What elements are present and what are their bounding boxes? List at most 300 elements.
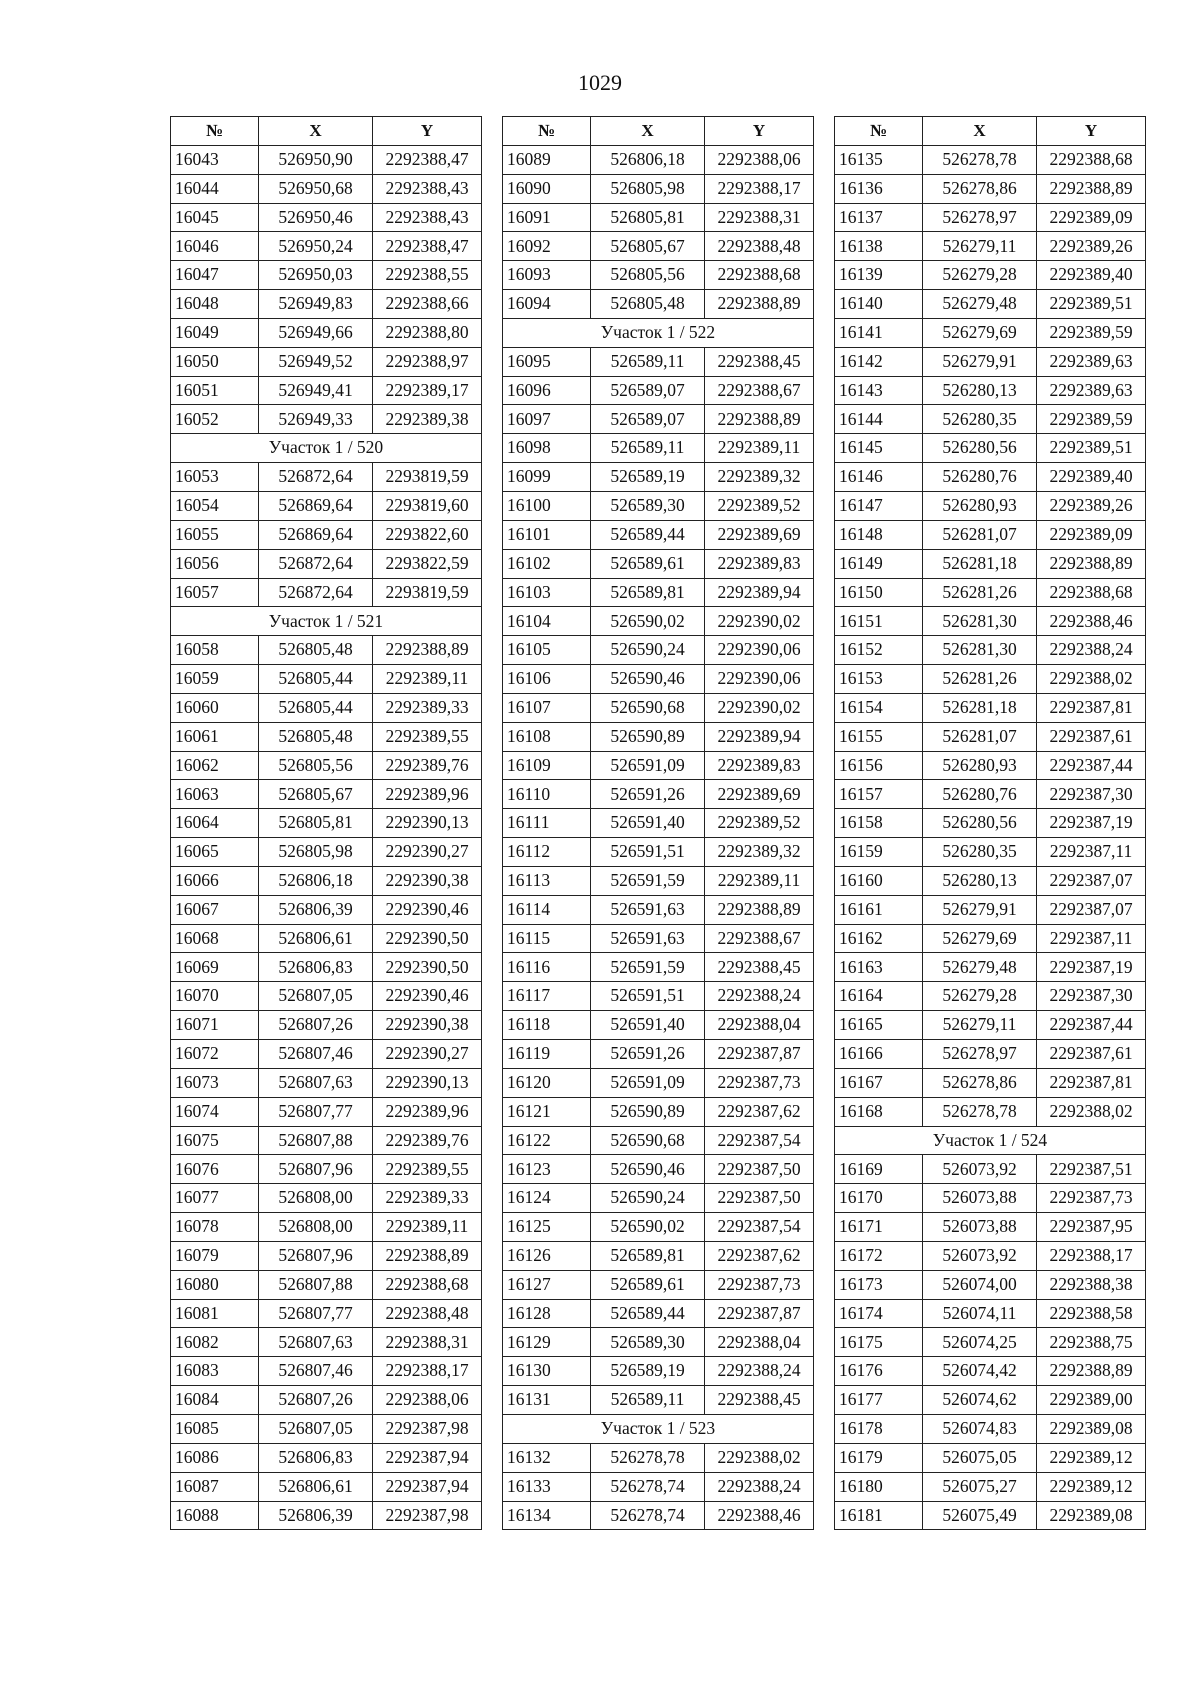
point-number-cell: 16059: [171, 665, 259, 694]
table-row: [503, 1241, 814, 1270]
table-row: [835, 347, 1146, 376]
point-number-cell: 16095: [503, 347, 591, 376]
table-row: [835, 578, 1146, 607]
y-coordinate-cell: 2292390,13: [373, 1068, 482, 1097]
point-number-cell: 16089: [503, 145, 591, 174]
y-coordinate-cell: 2292387,98: [373, 1501, 482, 1530]
point-number-cell: 16066: [171, 866, 259, 895]
y-coordinate-cell: 2292388,17: [373, 1357, 482, 1386]
table-row: [503, 607, 814, 636]
x-coordinate-cell: 526807,96: [259, 1155, 373, 1184]
point-number-cell: 16176: [835, 1357, 923, 1386]
table-row: [503, 290, 814, 319]
x-coordinate-cell: 526807,88: [259, 1270, 373, 1299]
y-coordinate-cell: 2292389,83: [705, 751, 814, 780]
point-number-cell: 16136: [835, 174, 923, 203]
table-row: [835, 953, 1146, 982]
x-coordinate-cell: 526590,02: [591, 607, 705, 636]
table-row: [835, 693, 1146, 722]
x-coordinate-cell: 526589,11: [591, 347, 705, 376]
table-row: [503, 347, 814, 376]
y-coordinate-cell: 2292389,17: [373, 376, 482, 405]
point-number-cell: 16094: [503, 290, 591, 319]
y-coordinate-cell: 2292387,87: [705, 1040, 814, 1069]
table-row: [835, 809, 1146, 838]
y-coordinate-cell: 2292387,30: [1037, 982, 1146, 1011]
x-coordinate-cell: 526807,96: [259, 1241, 373, 1270]
point-number-cell: 16069: [171, 953, 259, 982]
point-number-cell: 16120: [503, 1068, 591, 1097]
table-row: [835, 780, 1146, 809]
x-coordinate-cell: 526074,11: [923, 1299, 1037, 1328]
point-number-cell: 16056: [171, 549, 259, 578]
x-coordinate-cell: 526073,88: [923, 1213, 1037, 1242]
x-coordinate-cell: 526279,28: [923, 261, 1037, 290]
table-row: [171, 1126, 482, 1155]
point-number-cell: 16098: [503, 434, 591, 463]
table-row: [171, 549, 482, 578]
y-coordinate-cell: 2292390,13: [373, 809, 482, 838]
point-number-cell: 16051: [171, 376, 259, 405]
x-coordinate-cell: 526590,89: [591, 1097, 705, 1126]
x-coordinate-cell: 526279,91: [923, 347, 1037, 376]
table-row: [503, 809, 814, 838]
table-row: [835, 1270, 1146, 1299]
y-coordinate-cell: 2292388,17: [1037, 1241, 1146, 1270]
y-coordinate-cell: 2292388,04: [705, 1011, 814, 1040]
y-coordinate-cell: 2292387,54: [705, 1126, 814, 1155]
point-number-cell: 16125: [503, 1213, 591, 1242]
table-row: [503, 463, 814, 492]
point-number-cell: 16049: [171, 318, 259, 347]
y-coordinate-cell: 2292389,51: [1037, 434, 1146, 463]
table-row: [835, 607, 1146, 636]
y-coordinate-cell: 2292388,45: [705, 953, 814, 982]
x-coordinate-cell: 526589,44: [591, 520, 705, 549]
y-coordinate-cell: 2292387,19: [1037, 809, 1146, 838]
point-number-cell: 16105: [503, 636, 591, 665]
point-number-cell: 16062: [171, 751, 259, 780]
x-coordinate-cell: 526278,78: [923, 1097, 1037, 1126]
x-coordinate-cell: 526278,86: [923, 1068, 1037, 1097]
table-row: [835, 1097, 1146, 1126]
x-coordinate-cell: 526805,98: [591, 174, 705, 203]
y-coordinate-cell: 2292389,32: [705, 463, 814, 492]
table-row: [171, 1501, 482, 1530]
y-coordinate-cell: 2292388,31: [705, 203, 814, 232]
y-coordinate-cell: 2292389,40: [1037, 261, 1146, 290]
x-coordinate-cell: 526808,00: [259, 1213, 373, 1242]
x-coordinate-cell: 526279,69: [923, 318, 1037, 347]
point-number-cell: 16090: [503, 174, 591, 203]
table-row: [503, 145, 814, 174]
point-number-cell: 16132: [503, 1443, 591, 1472]
table-row: [171, 1443, 482, 1472]
x-coordinate-cell: 526590,46: [591, 665, 705, 694]
point-number-cell: 16144: [835, 405, 923, 434]
y-coordinate-cell: 2292389,09: [1037, 203, 1146, 232]
x-coordinate-cell: 526806,61: [259, 1472, 373, 1501]
coordinates-table-1: [170, 116, 482, 1530]
x-coordinate-cell: 526278,74: [591, 1472, 705, 1501]
point-number-cell: 16055: [171, 520, 259, 549]
x-coordinate-cell: 526590,68: [591, 693, 705, 722]
point-number-cell: 16122: [503, 1126, 591, 1155]
column-header-x: X: [923, 117, 1037, 146]
y-coordinate-cell: 2292387,54: [705, 1213, 814, 1242]
point-number-cell: 16053: [171, 463, 259, 492]
table-row: [835, 636, 1146, 665]
column-header-y: Y: [1037, 117, 1146, 146]
y-coordinate-cell: 2292389,96: [373, 1097, 482, 1126]
table-row: [503, 1040, 814, 1069]
point-number-cell: 16158: [835, 809, 923, 838]
x-coordinate-cell: 526949,52: [259, 347, 373, 376]
y-coordinate-cell: 2292390,46: [373, 895, 482, 924]
y-coordinate-cell: 2292388,67: [705, 924, 814, 953]
table-row: [171, 953, 482, 982]
table-row: [503, 895, 814, 924]
x-coordinate-cell: 526591,09: [591, 1068, 705, 1097]
point-number-cell: 16173: [835, 1270, 923, 1299]
x-coordinate-cell: 526805,48: [591, 290, 705, 319]
x-coordinate-cell: 526805,81: [259, 809, 373, 838]
x-coordinate-cell: 526949,41: [259, 376, 373, 405]
table-row: [503, 1126, 814, 1155]
x-coordinate-cell: 526949,83: [259, 290, 373, 319]
y-coordinate-cell: 2292390,27: [373, 1040, 482, 1069]
x-coordinate-cell: 526281,18: [923, 549, 1037, 578]
x-coordinate-cell: 526280,13: [923, 376, 1037, 405]
section-row: [171, 607, 482, 636]
point-number-cell: 16071: [171, 1011, 259, 1040]
table-row: [835, 1501, 1146, 1530]
point-number-cell: 16102: [503, 549, 591, 578]
point-number-cell: 16137: [835, 203, 923, 232]
table-row: [503, 549, 814, 578]
x-coordinate-cell: 526806,18: [259, 866, 373, 895]
x-coordinate-cell: 526591,26: [591, 780, 705, 809]
x-coordinate-cell: 526278,97: [923, 1040, 1037, 1069]
y-coordinate-cell: 2292390,06: [705, 636, 814, 665]
y-coordinate-cell: 2292388,97: [373, 347, 482, 376]
y-coordinate-cell: 2292388,24: [705, 1472, 814, 1501]
table-row: [835, 1328, 1146, 1357]
table-row: [171, 520, 482, 549]
table-row: [835, 376, 1146, 405]
x-coordinate-cell: 526806,61: [259, 924, 373, 953]
y-coordinate-cell: 2292389,33: [373, 693, 482, 722]
y-coordinate-cell: 2292388,38: [1037, 1270, 1146, 1299]
y-coordinate-cell: 2292387,62: [705, 1241, 814, 1270]
point-number-cell: 16146: [835, 463, 923, 492]
y-coordinate-cell: 2292387,73: [705, 1068, 814, 1097]
point-number-cell: 16143: [835, 376, 923, 405]
y-coordinate-cell: 2292387,44: [1037, 1011, 1146, 1040]
x-coordinate-cell: 526872,64: [259, 549, 373, 578]
x-coordinate-cell: 526278,78: [591, 1443, 705, 1472]
x-coordinate-cell: 526281,18: [923, 693, 1037, 722]
x-coordinate-cell: 526591,40: [591, 809, 705, 838]
table-row: [503, 636, 814, 665]
table-row: [835, 838, 1146, 867]
table-row: [835, 895, 1146, 924]
x-coordinate-cell: 526591,59: [591, 953, 705, 982]
point-number-cell: 16161: [835, 895, 923, 924]
y-coordinate-cell: 2292390,50: [373, 924, 482, 953]
y-coordinate-cell: 2292389,55: [373, 722, 482, 751]
y-coordinate-cell: 2292388,89: [1037, 174, 1146, 203]
point-number-cell: 16067: [171, 895, 259, 924]
point-number-cell: 16177: [835, 1386, 923, 1415]
x-coordinate-cell: 526280,76: [923, 780, 1037, 809]
y-coordinate-cell: 2292387,81: [1037, 693, 1146, 722]
x-coordinate-cell: 526806,83: [259, 953, 373, 982]
x-coordinate-cell: 526279,69: [923, 924, 1037, 953]
point-number-cell: 16093: [503, 261, 591, 290]
section-label: Участок 1 / 524: [835, 1126, 1146, 1155]
x-coordinate-cell: 526807,26: [259, 1386, 373, 1415]
x-coordinate-cell: 526590,02: [591, 1213, 705, 1242]
y-coordinate-cell: 2292387,11: [1037, 838, 1146, 867]
y-coordinate-cell: 2292388,55: [373, 261, 482, 290]
table-row: [835, 491, 1146, 520]
x-coordinate-cell: 526591,59: [591, 866, 705, 895]
page-number: 1029: [578, 70, 622, 95]
y-coordinate-cell: 2292387,30: [1037, 780, 1146, 809]
table-row: [171, 722, 482, 751]
y-coordinate-cell: 2292388,24: [1037, 636, 1146, 665]
x-coordinate-cell: 526807,05: [259, 982, 373, 1011]
y-coordinate-cell: 2292389,26: [1037, 232, 1146, 261]
point-number-cell: 16092: [503, 232, 591, 261]
point-number-cell: 16063: [171, 780, 259, 809]
x-coordinate-cell: 526281,07: [923, 520, 1037, 549]
table-row: [171, 1241, 482, 1270]
point-number-cell: 16124: [503, 1184, 591, 1213]
point-number-cell: 16164: [835, 982, 923, 1011]
y-coordinate-cell: 2292388,24: [705, 1357, 814, 1386]
x-coordinate-cell: 526075,27: [923, 1472, 1037, 1501]
y-coordinate-cell: 2292388,89: [373, 636, 482, 665]
x-coordinate-cell: 526950,24: [259, 232, 373, 261]
x-coordinate-cell: 526280,56: [923, 434, 1037, 463]
y-coordinate-cell: 2292389,69: [705, 780, 814, 809]
x-coordinate-cell: 526278,74: [591, 1501, 705, 1530]
x-coordinate-cell: 526806,18: [591, 145, 705, 174]
x-coordinate-cell: 526589,19: [591, 463, 705, 492]
y-coordinate-cell: 2292388,31: [373, 1328, 482, 1357]
y-coordinate-cell: 2292390,02: [705, 607, 814, 636]
y-coordinate-cell: 2292389,69: [705, 520, 814, 549]
x-coordinate-cell: 526279,11: [923, 232, 1037, 261]
x-coordinate-cell: 526280,93: [923, 751, 1037, 780]
section-row: [503, 1414, 814, 1443]
x-coordinate-cell: 526806,83: [259, 1443, 373, 1472]
point-number-cell: 16091: [503, 203, 591, 232]
section-row: [503, 318, 814, 347]
point-number-cell: 16174: [835, 1299, 923, 1328]
x-coordinate-cell: 526805,98: [259, 838, 373, 867]
table-row: [503, 693, 814, 722]
point-number-cell: 16111: [503, 809, 591, 838]
point-number-cell: 16117: [503, 982, 591, 1011]
x-coordinate-cell: 526073,92: [923, 1241, 1037, 1270]
y-coordinate-cell: 2292389,08: [1037, 1414, 1146, 1443]
y-coordinate-cell: 2293819,59: [373, 463, 482, 492]
point-number-cell: 16050: [171, 347, 259, 376]
y-coordinate-cell: 2292387,98: [373, 1414, 482, 1443]
point-number-cell: 16104: [503, 607, 591, 636]
y-coordinate-cell: 2292387,50: [705, 1155, 814, 1184]
table-row: [171, 636, 482, 665]
point-number-cell: 16134: [503, 1501, 591, 1530]
y-coordinate-cell: 2292388,43: [373, 203, 482, 232]
y-coordinate-cell: 2292390,38: [373, 1011, 482, 1040]
table-row: [171, 405, 482, 434]
point-number-cell: 16081: [171, 1299, 259, 1328]
point-number-cell: 16076: [171, 1155, 259, 1184]
point-number-cell: 16074: [171, 1097, 259, 1126]
y-coordinate-cell: 2292389,59: [1037, 318, 1146, 347]
x-coordinate-cell: 526279,28: [923, 982, 1037, 1011]
table-row: [171, 491, 482, 520]
table-row: [835, 1155, 1146, 1184]
table-header-row: [503, 117, 814, 146]
y-coordinate-cell: 2292389,11: [705, 434, 814, 463]
x-coordinate-cell: 526806,39: [259, 895, 373, 924]
y-coordinate-cell: 2292390,50: [373, 953, 482, 982]
y-coordinate-cell: 2292389,26: [1037, 491, 1146, 520]
x-coordinate-cell: 526074,83: [923, 1414, 1037, 1443]
y-coordinate-cell: 2292390,27: [373, 838, 482, 867]
point-number-cell: 16131: [503, 1386, 591, 1415]
table-row: [171, 1299, 482, 1328]
table-row: [503, 1011, 814, 1040]
x-coordinate-cell: 526280,93: [923, 491, 1037, 520]
point-number-cell: 16043: [171, 145, 259, 174]
y-coordinate-cell: 2293819,60: [373, 491, 482, 520]
table-row: [171, 1155, 482, 1184]
table-row: [503, 780, 814, 809]
y-coordinate-cell: 2292388,47: [373, 232, 482, 261]
table-row: [171, 866, 482, 895]
point-number-cell: 16068: [171, 924, 259, 953]
point-number-cell: 16168: [835, 1097, 923, 1126]
table-row: [835, 145, 1146, 174]
table-row: [171, 924, 482, 953]
point-number-cell: 16139: [835, 261, 923, 290]
x-coordinate-cell: 526807,05: [259, 1414, 373, 1443]
y-coordinate-cell: 2292388,24: [705, 982, 814, 1011]
x-coordinate-cell: 526807,77: [259, 1299, 373, 1328]
table-row: [503, 1386, 814, 1415]
column-header-number: №: [171, 117, 259, 146]
table-row: [503, 1501, 814, 1530]
point-number-cell: 16170: [835, 1184, 923, 1213]
table-row: [503, 578, 814, 607]
table-row: [503, 174, 814, 203]
table-row: [503, 722, 814, 751]
point-number-cell: 16061: [171, 722, 259, 751]
y-coordinate-cell: 2293819,59: [373, 578, 482, 607]
table-row: [503, 1328, 814, 1357]
y-coordinate-cell: 2292388,89: [705, 405, 814, 434]
section-row: [171, 434, 482, 463]
x-coordinate-cell: 526280,35: [923, 405, 1037, 434]
point-number-cell: 16080: [171, 1270, 259, 1299]
x-coordinate-cell: 526590,89: [591, 722, 705, 751]
x-coordinate-cell: 526807,88: [259, 1126, 373, 1155]
y-coordinate-cell: 2292388,68: [1037, 145, 1146, 174]
table-row: [171, 232, 482, 261]
point-number-cell: 16178: [835, 1414, 923, 1443]
point-number-cell: 16180: [835, 1472, 923, 1501]
x-coordinate-cell: 526280,56: [923, 809, 1037, 838]
point-number-cell: 16099: [503, 463, 591, 492]
point-number-cell: 16096: [503, 376, 591, 405]
y-coordinate-cell: 2292387,94: [373, 1443, 482, 1472]
x-coordinate-cell: 526589,61: [591, 549, 705, 578]
y-coordinate-cell: 2292388,17: [705, 174, 814, 203]
x-coordinate-cell: 526589,19: [591, 1357, 705, 1386]
point-number-cell: 16138: [835, 232, 923, 261]
point-number-cell: 16151: [835, 607, 923, 636]
table-row: [171, 203, 482, 232]
x-coordinate-cell: 526591,63: [591, 895, 705, 924]
table-row: [171, 463, 482, 492]
point-number-cell: 16172: [835, 1241, 923, 1270]
point-number-cell: 16052: [171, 405, 259, 434]
x-coordinate-cell: 526872,64: [259, 578, 373, 607]
table-row: [503, 376, 814, 405]
x-coordinate-cell: 526591,26: [591, 1040, 705, 1069]
x-coordinate-cell: 526589,30: [591, 491, 705, 520]
table-row: [503, 1213, 814, 1242]
table-row: [503, 405, 814, 434]
table-row: [171, 1040, 482, 1069]
table-row: [503, 982, 814, 1011]
point-number-cell: 16167: [835, 1068, 923, 1097]
x-coordinate-cell: 526280,13: [923, 866, 1037, 895]
x-coordinate-cell: 526807,46: [259, 1357, 373, 1386]
x-coordinate-cell: 526074,25: [923, 1328, 1037, 1357]
y-coordinate-cell: 2292387,61: [1037, 722, 1146, 751]
section-label: Участок 1 / 521: [171, 607, 482, 636]
table-row: [835, 434, 1146, 463]
x-coordinate-cell: 526591,51: [591, 982, 705, 1011]
table-row: [835, 261, 1146, 290]
y-coordinate-cell: 2292387,07: [1037, 866, 1146, 895]
x-coordinate-cell: 526075,05: [923, 1443, 1037, 1472]
table-row: [171, 895, 482, 924]
point-number-cell: 16064: [171, 809, 259, 838]
y-coordinate-cell: 2292388,58: [1037, 1299, 1146, 1328]
y-coordinate-cell: 2292389,51: [1037, 290, 1146, 319]
y-coordinate-cell: 2292387,51: [1037, 1155, 1146, 1184]
point-number-cell: 16156: [835, 751, 923, 780]
x-coordinate-cell: 526805,56: [259, 751, 373, 780]
y-coordinate-cell: 2292388,75: [1037, 1328, 1146, 1357]
x-coordinate-cell: 526950,90: [259, 145, 373, 174]
point-number-cell: 16070: [171, 982, 259, 1011]
column-header-y: Y: [373, 117, 482, 146]
x-coordinate-cell: 526075,49: [923, 1501, 1037, 1530]
table-row: [503, 1097, 814, 1126]
y-coordinate-cell: 2292389,96: [373, 780, 482, 809]
point-number-cell: 16113: [503, 866, 591, 895]
table-row: [503, 1068, 814, 1097]
